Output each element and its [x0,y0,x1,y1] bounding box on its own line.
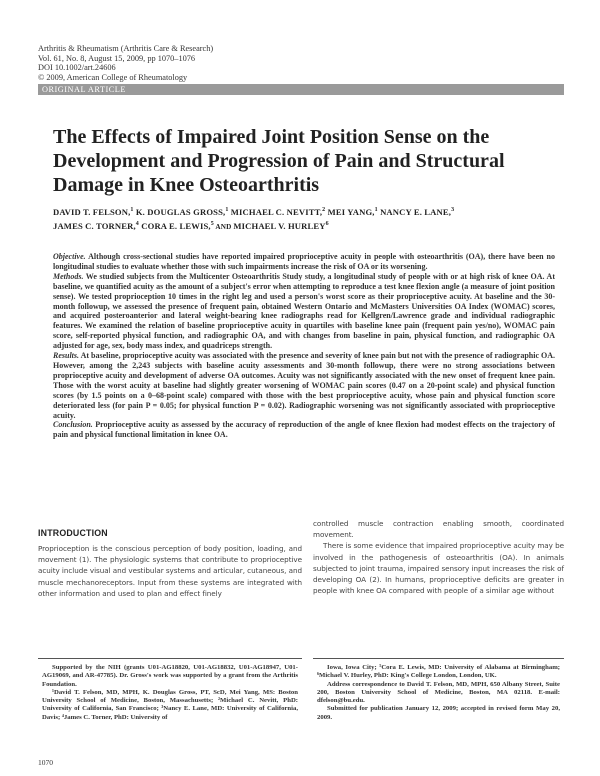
body-column-right [313,518,564,596]
journal-doi: DOI 10.1002/art.24606 [38,63,116,73]
abstract-text: We studied subjects from the Multicenter Osteoarthritis Study study, a longitudinal study of people with or at high risk of knee OA. At baseline, we quantified acuity as the amount of a subject's error when attempting to reproduce a test knee flexion angle (a measure of joint position sense). We tested proprioception 10 times in the right leg and used a person's worst score as their proprioceptive acuity. At baseline and the 30-month followup, we assessed the presence of frequent pain, obtained Western Ontario and McMasters Universities OA Index (WOMAC) scores, and acquired posteroanterior and lateral weight-bearing knee radiographs read for Kellgren/Lawrence grade and individual radiographic features. We examined the relation of baseline proprioceptive acuity in quartiles with baseline knee pain (frequent pain yes/no), WOMAC pain score, self-reported physical function, and radiographic OA, and with changes from baseline in pain, physical function, and radiographic OA adjusted for age, sex, body mass index, and quadriceps strength. [53,271,555,351]
author-affiliation-mark: 1 [374,207,378,214]
page-number: 1070 [38,758,53,767]
abstract-methods [53,272,555,351]
author-affiliation-mark: 1 [130,207,134,214]
body-column-left [38,518,302,599]
journal-copyright: © 2009, American College of Rheumatology [38,72,188,82]
author-conjunction: AND [213,223,234,231]
author-name: MICHAEL C. NEVITT, [228,207,323,217]
author-affiliation-mark: 6 [325,221,329,228]
author-name: K. DOUGLAS GROSS, [133,207,226,217]
abstract-text: Although cross-sectional studies have reported impaired proprioceptive acuity in people with osteoarthritis (OA), there have been no longitudinal studies to evaluate whether those with such impairments increase the risk of OA or its worsening. [53,252,555,271]
footnote-affiliations-cont: Iowa, Iowa City; ⁵Cora E. Lewis, MD: University of Alabama at Birmingham; ⁶Michael V. Hurley, PhD: King's College London, London, UK. [317,664,560,680]
abstract-conclusion [53,420,555,440]
author-affiliation-mark: 5 [210,221,214,228]
footnote-correspondence: Address correspondence to David T. Felson, MD, MPH, 650 Albany Street, Suite 200, Boston University School of Medicine, Boston, MA 02118. E-mail: dfelson@bu.edu. [317,680,560,705]
abstract-label: Results. [53,351,80,361]
abstract-label: Methods. [53,271,84,281]
journal-volume: Vol. 61, No. 8, August 15, 2009, pp 1070–1076 [38,53,196,63]
author-affiliation-mark: 3 [451,207,455,214]
abstract [53,252,555,440]
footnote-divider [313,658,564,659]
author-name: CORA E. LEWIS, [138,221,211,231]
footnote-funding: Supported by the NIH (grants U01-AG18820, U01-AG18832, U01-AG18947, U01-AG19069, and AR-47785). Dr. Gross's work was supported by a grant from the Arthritis Foundation. [42,664,298,688]
section-heading: INTRODUCTION [38,528,108,538]
body-paragraph: controlled muscle contraction enabling smooth, coordinated movement. [313,519,564,540]
journal-name: Arthritis & Rheumatism (Arthritis Care & Research) [38,44,214,53]
abstract-objective [53,252,555,272]
author-name: JAMES C. TORNER, [53,221,136,231]
footnote-divider [38,658,302,659]
abstract-label: Objective. [53,252,86,261]
author-list [53,205,573,234]
author-name: MICHAEL V. HURLEY [233,221,326,231]
author-name: NANCY E. LANE, [377,207,452,217]
author-affiliation-mark: 1 [225,207,229,214]
journal-citation [38,44,438,82]
author-name: DAVID T. FELSON, [53,207,131,217]
abstract-text: At baseline, proprioceptive acuity was associated with the presence and severity of knee pain but not with the presence of radiographic OA. However, among the 2,243 subjects with baseline acuity assessments and 30-month followup, there were no strong associations between proprioceptive acuity and development of adverse OA outcomes. Acuity was not significantly associated with the new onset of frequent knee pain. Those with the worst acuity at baseline had slightly greater worsening of WOMAC pain scores (0.47 on a 20-point scale) and physical function scores (by 1.5 points on a 0–68-point scale) compared with those with the best proprioceptive acuity, whose pain and physical function score deteriorated less (for pain P = 0.05; for physical function P = 0.02). Radiographic worsening was not significantly associated with proprioceptive acuity. [53,351,555,420]
author-name: MEI YANG, [325,207,375,217]
footnotes-left [38,658,302,722]
footnote-affiliations: ¹David T. Felson, MD, MPH, K. Douglas Gross, PT, ScD, Mei Yang, MS: Boston University School of Medicine, Boston, Massachusetts; ²Michael C. Nevitt, PhD: University of California, San Francisco; ³Nancy E. Lane, MD: University of California, Davis; ⁴James C. Torner, PhD: University of [42,688,298,721]
article-title: The Effects of Impaired Joint Position Sense on the Development and Progression of Pain and Structural Damage in Knee Osteoarthritis [53,126,505,196]
author-affiliation-mark: 2 [322,207,326,214]
abstract-text: Proprioceptive acuity as assessed by the accuracy of reproduction of the angle of knee flexion had modest effects on the trajectory of pain and physical functional limitation in knee OA. [53,420,555,440]
footnote-submission: Submitted for publication January 12, 2009; accepted in revised form May 20, 2009. [317,705,560,721]
author-affiliation-mark: 4 [135,221,139,228]
body-paragraph: There is some evidence that impaired proprioceptive acuity may be involved in the pathogenesis of osteoarthritis (OA). In animals subjected to joint trauma, impaired sensory input increases the risk of developing OA (2). In humans, proprioceptive deficits are greater in people with knee OA compared with people of a similar age without [313,541,564,596]
abstract-label: Conclusion. [53,420,93,430]
section-banner: ORIGINAL ARTICLE [38,84,564,95]
abstract-results [53,351,555,420]
footnotes-right [313,658,564,722]
body-paragraph: Proprioception is the conscious perception of body position, loading, and movement (1). The physiologic systems that contribute to proprioceptive acuity include visual and vestibular systems and articular, cutaneous, and muscle mechanoreceptors. Input from these systems are integrated with other information and used to plan and effect finely [38,544,302,598]
